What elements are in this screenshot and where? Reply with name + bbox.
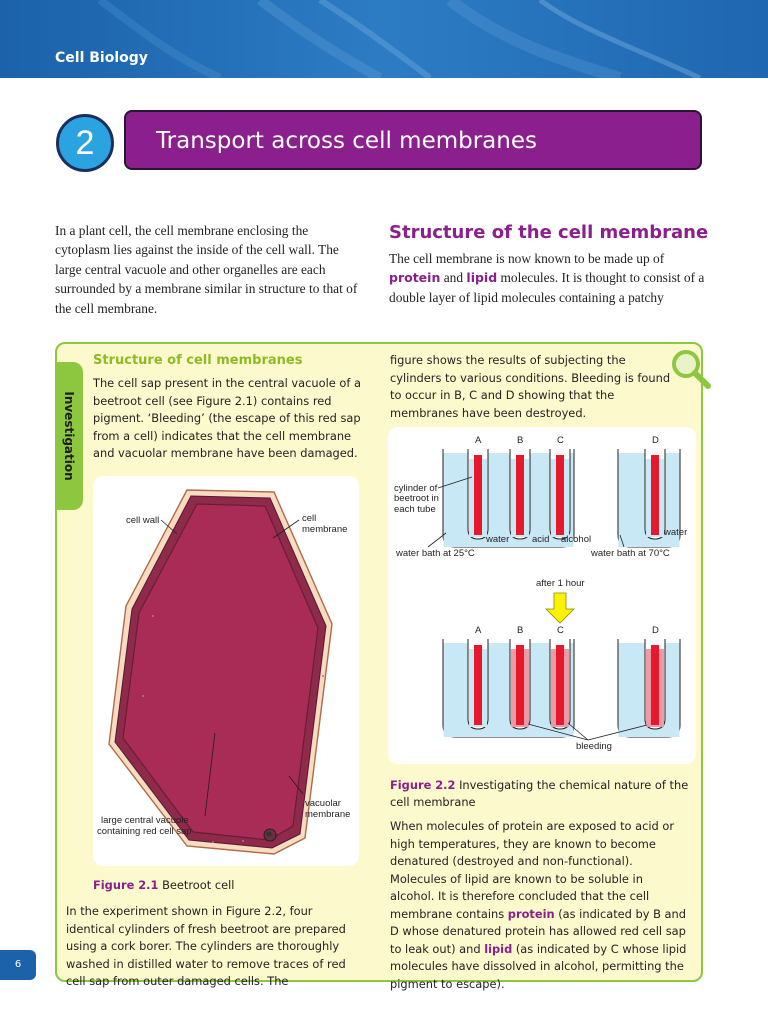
label-bottom-B: B <box>517 625 524 636</box>
label-alcohol: alcohol <box>561 534 592 545</box>
label-bottom-A: A <box>475 625 482 636</box>
label-cylinder-1: cylinder of <box>394 483 438 494</box>
conclusion-part-b: (as indicated by B and D whose denatured protein has allowed red cell sap to leak out) and <box>390 906 686 956</box>
label-bath-25: water bath at 25°C <box>396 548 475 559</box>
figure-2-1-panel <box>93 476 359 866</box>
label-cell-membrane-1: cell <box>302 513 317 524</box>
chapter-title: Transport across cell membranes <box>156 128 537 154</box>
label-water-d: water <box>664 527 688 538</box>
label-cylinder-3: each tube <box>394 504 436 515</box>
label-cell-wall: cell wall <box>126 515 160 526</box>
conclusion-lipid-term: lipid <box>484 941 513 956</box>
label-bottom-C: C <box>557 625 564 636</box>
label-vacuolar-1: vacuolar <box>305 798 341 809</box>
label-after-hour: after 1 hour <box>536 578 585 589</box>
label-top-A: A <box>475 435 482 446</box>
label-top-C: C <box>557 435 564 446</box>
label-vacuolar-2: membrane <box>305 809 351 820</box>
beetroot-cell-diagram <box>93 476 359 866</box>
label-top-B: B <box>517 435 524 446</box>
beetroot-experiment-diagram <box>388 427 696 764</box>
page-number: 6 <box>0 950 36 980</box>
label-large-vacuole-1: large central vacuole <box>101 815 189 826</box>
section-title: Structure of the cell membrane <box>389 222 709 243</box>
label-large-vacuole-2: containing red cell sap <box>97 826 192 837</box>
page-header <box>0 0 768 78</box>
investigation-paragraph-1: The cell sap present in the central vacuole of a beetroot cell (see Figure 2.1) contains red pigment. ‘Bleeding’ (the escape of this red sap from a cell) indicates that the cell membrane and vacuolar membrane have been damaged. <box>93 376 361 460</box>
investigation-tab-text: Investigation <box>62 391 76 481</box>
down-arrow-icon <box>546 593 574 623</box>
label-top-D: D <box>652 435 659 446</box>
and-word: and <box>443 270 464 286</box>
label-cylinder-2: beetroot in <box>394 493 439 504</box>
figure-2-2-title: Investigating the chemical nature of the cell membrane <box>390 778 689 809</box>
section-body-1: The cell membrane is now known to be made up of <box>389 251 665 266</box>
lipid-term: lipid <box>466 270 498 286</box>
label-water: water <box>486 534 510 545</box>
chapter-number: 2 <box>56 114 114 172</box>
intro-paragraph: In a plant cell, the cell membrane enclosing the cytoplasm lies against the inside of the cell wall. The large central vacuole and other organelles are each surrounded by a membrane similar in structure to that of the cell membrane. <box>55 223 358 316</box>
figure-2-1-caption <box>93 878 234 892</box>
dna-decoration <box>0 0 768 78</box>
investigation-left-paragraph-2: In the experiment shown in Figure 2.2, four identical cylinders of fresh beetroot are prepared using a cork borer. The cylinders are thoroughly washed in distilled water to remove traces of red cell sap from outer damaged cells. The <box>66 904 346 988</box>
label-bleeding: bleeding <box>576 741 612 752</box>
section-body <box>389 249 707 307</box>
label-cell-membrane-2: membrane <box>302 524 348 535</box>
section-body-2: molecules. It is thought to consist of a double layer of lipid molecules containing a patchy <box>389 270 705 305</box>
label-bottom-D: D <box>652 625 659 636</box>
chapter-title-box <box>124 110 702 170</box>
figure-2-2-panel <box>388 427 696 764</box>
figure-2-1-title: Beetroot cell <box>162 878 235 892</box>
figure-2-2-caption <box>390 777 690 811</box>
investigation-right-paragraph-1: figure shows the results of subjecting the cylinders to various conditions. Bleeding is found to occur in B, C and D showing that the membranes have been destroyed. <box>390 353 671 420</box>
protein-term: protein <box>389 270 441 286</box>
label-bath-70: water bath at 70°C <box>591 548 670 559</box>
header-label: Cell Biology <box>55 50 148 66</box>
figure-2-1-number: Figure 2.1 <box>93 878 159 892</box>
figure-2-2-number: Figure 2.2 <box>390 778 456 792</box>
conclusion-part-c: (as indicated by C whose lipid molecules have dissolved in alcohol, permitting the pigment to escape). <box>390 941 687 991</box>
label-acid: acid <box>532 534 550 545</box>
investigation-tab-label <box>55 362 83 510</box>
investigation-title: Structure of cell membranes <box>93 353 303 368</box>
conclusion-part-a: When molecules of protein are exposed to acid or high temperatures, they are known to become denatured (destroyed and non-functional). Molecules of lipid are known to be soluble in alcohol. It is therefore concluded that the cell membrane contains <box>390 819 675 921</box>
investigation-right-paragraph-2 <box>390 818 688 993</box>
conclusion-protein-term: protein <box>507 906 555 921</box>
